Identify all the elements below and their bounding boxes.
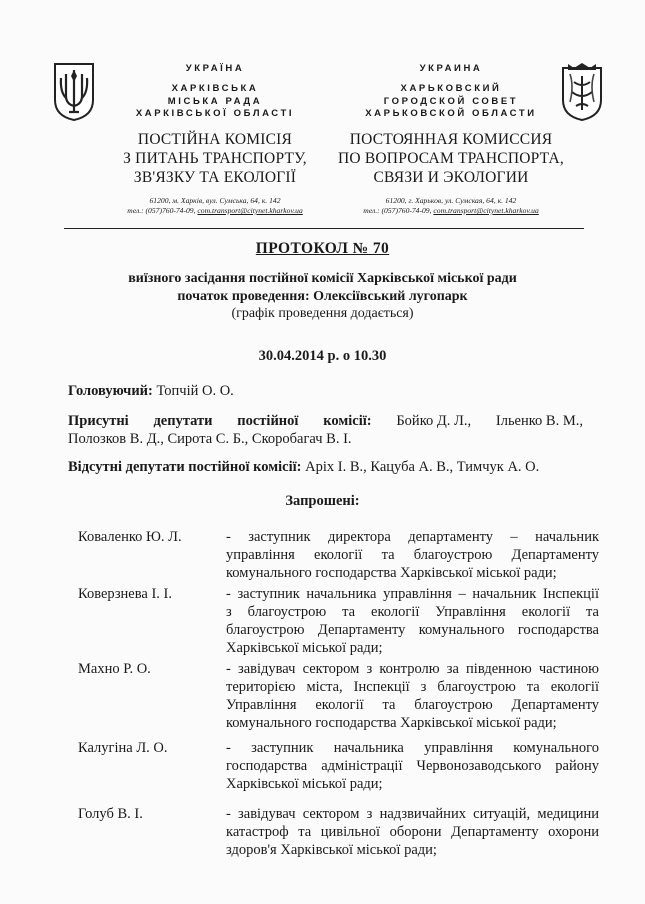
role-line: Харківської міської ради; bbox=[226, 776, 383, 792]
invited-name: Голуб В. І. bbox=[78, 806, 143, 822]
role-line: - заступник директора департаменту – начальник bbox=[226, 529, 599, 545]
role-line: Управління екології та благоустрою Департаменту bbox=[226, 697, 599, 713]
commission-line-3-ru: СВЯЗИ И ЭКОЛОГИИ bbox=[373, 169, 529, 186]
council-line-3-ua: ХАРКІВСЬКОЇ ОБЛАСТІ bbox=[135, 108, 295, 119]
role-line: здоров'я Харківської міської ради; bbox=[226, 842, 437, 858]
contacts-ru bbox=[335, 206, 567, 216]
phone-ua: тел.: (057)760-74-09, bbox=[127, 206, 196, 215]
role-line: Харківської міської ради; bbox=[226, 640, 383, 656]
role-line: з благоустрою та екології Управління екології та bbox=[226, 604, 599, 620]
address-ua: 61200, м. Харків, вул. Сумська, 64, к. 142 bbox=[149, 196, 281, 205]
chair-line bbox=[68, 382, 583, 400]
council-line-3-ru: ХАРЬКОВСКОЙ ОБЛАСТИ bbox=[365, 108, 537, 119]
council-line-1-ru: ХАРЬКОВСКИЙ bbox=[400, 83, 502, 94]
role-line: благоустрою Департаменту комунального господарства bbox=[226, 622, 599, 638]
role-line: комунального господарства Харківської міської ради; bbox=[226, 715, 557, 731]
absent-label: Відсутні депутати постійної комісії: bbox=[68, 459, 302, 475]
role-line: - завідувач сектором з надзвичайних ситуацій, медицини bbox=[226, 806, 599, 822]
present-word-2: депутати bbox=[153, 413, 213, 429]
protocol-subtitle-line-3: (графік проведення додається) bbox=[231, 306, 414, 321]
protocol-datetime: 30.04.2014 р. о 10.30 bbox=[258, 348, 387, 364]
contacts-ua bbox=[105, 206, 325, 216]
absent-names: Аріх І. В., Кацуба А. В., Тимчук А. О. bbox=[305, 459, 540, 475]
present-name-2: Ільенко В. М., bbox=[495, 413, 583, 429]
role-line: господарства адміністрації Червонозаводського району bbox=[226, 758, 599, 774]
invited-role bbox=[226, 528, 599, 582]
present-word-3: постійної bbox=[237, 413, 299, 429]
present-word-4: комісії: bbox=[323, 413, 372, 429]
commission-line-1-ua: ПОСТІЙНА КОМІСІЯ bbox=[137, 131, 293, 148]
council-line-1-ua: ХАРКІВСЬКА bbox=[171, 83, 259, 94]
email-link-ru[interactable]: com.transport@citynet.kharkov.ua bbox=[433, 206, 539, 215]
role-line: комунального господарства Харківської міської ради; bbox=[226, 565, 557, 581]
present-word-1: Присутні bbox=[68, 413, 129, 429]
invited-role bbox=[226, 805, 599, 859]
chair-label: Головуючий: bbox=[68, 383, 153, 399]
present-line-2: Полозков В. Д., Сирота С. Б., Скоробагач В. І. bbox=[68, 431, 352, 447]
commission-line-2-ru: ПО ВОПРОСАМ ТРАНСПОРТА, bbox=[338, 150, 564, 167]
protocol-title: ПРОТОКОЛ № 70 bbox=[255, 240, 390, 257]
absent-line bbox=[68, 458, 583, 476]
country-label-ru: УКРАИНА bbox=[419, 63, 483, 74]
invited-role bbox=[226, 739, 599, 793]
phone-ru: тел.: (057)760-74-09, bbox=[363, 206, 432, 215]
protocol-subtitle-line-1: виїзного засідання постійної комісії Харківської міської ради bbox=[128, 271, 517, 286]
role-line: - заступник начальника управління – начальник Інспекції bbox=[226, 586, 599, 602]
role-line: - завідувач сектором з контролю за південною частиною bbox=[226, 661, 599, 677]
role-line: катастроф та цивільної оборони Департаменту охорони bbox=[226, 824, 599, 840]
tryzub-emblem-icon bbox=[52, 62, 96, 122]
present-name-1: Бойко Д. Л., bbox=[396, 413, 472, 429]
protocol-subtitle-line-2: початок проведення: Олексіївський лугопарк bbox=[177, 289, 468, 304]
chair-name: Топчій О. О. bbox=[156, 383, 234, 399]
role-line: територією міста, Інспекції з благоустрою та екології bbox=[226, 679, 599, 695]
present-line-1 bbox=[68, 412, 583, 430]
invited-role bbox=[226, 660, 599, 732]
role-line: управління екології та благоустрою Департаменту bbox=[226, 547, 599, 563]
country-label-ua: УКРАЇНА bbox=[185, 63, 245, 74]
role-line: - заступник начальника управління комунального bbox=[226, 740, 599, 756]
invited-name: Коваленко Ю. Л. bbox=[78, 529, 182, 545]
invited-name: Коверзнева І. І. bbox=[78, 586, 172, 602]
email-link-ua[interactable]: com.transport@citynet.kharkov.ua bbox=[197, 206, 303, 215]
address-ru: 61200, г. Харьков, ул. Сумская, 64, к. 142 bbox=[385, 196, 517, 205]
invited-name: Махно Р. О. bbox=[78, 661, 151, 677]
invited-heading: Запрошені: bbox=[285, 493, 360, 509]
commission-line-3-ua: ЗВ'ЯЗКУ ТА ЕКОЛОГІЇ bbox=[133, 169, 297, 186]
invited-role bbox=[226, 585, 599, 657]
header-divider bbox=[64, 228, 584, 229]
council-line-2-ru: ГОРОДСКОЙ СОВЕТ bbox=[383, 96, 519, 107]
council-line-2-ua: МІСЬКА РАДА bbox=[167, 96, 263, 107]
commission-line-1-ru: ПОСТОЯННАЯ КОМИССИЯ bbox=[349, 131, 553, 148]
commission-line-2-ua: З ПИТАНЬ ТРАНСПОРТУ, bbox=[123, 150, 307, 167]
invited-name: Калугіна Л. О. bbox=[78, 740, 168, 756]
